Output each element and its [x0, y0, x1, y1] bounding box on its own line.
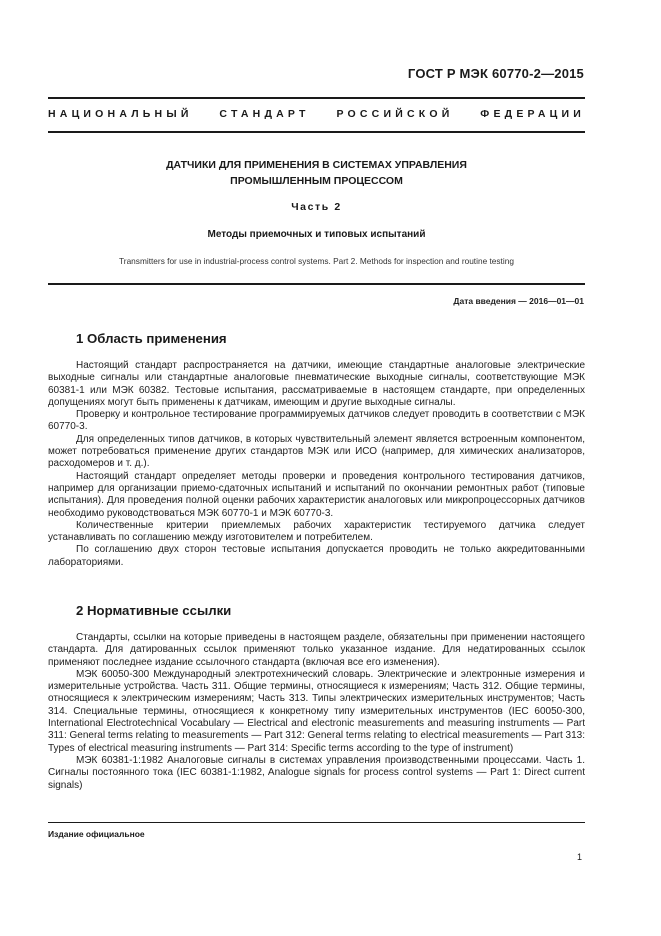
page-number: 1	[576, 852, 582, 862]
official-edition-note: Издание официальное	[48, 829, 145, 839]
national-standard-banner	[48, 108, 585, 120]
scope-paragraph: Для определенных типов датчиков, в которых чувствительный элемент является встроенным компонентом, может потребоваться применение других стандартов МЭК или ИСО (например, для химических анализаторов, расходомеров и т. д.).	[48, 433, 585, 470]
document-subtitle: Методы приемочных и типовых испытаний	[207, 229, 426, 240]
banner-word-1: НАЦИОНАЛЬНЫЙ	[48, 108, 193, 120]
header-rule-top	[48, 97, 585, 99]
banner-word-3: РОССИЙСКОЙ	[336, 108, 454, 120]
document-title	[48, 157, 585, 189]
scope-paragraph: Количественные критерии приемлемых рабочих характеристик тестируемого датчика следует устанавливать по соглашению между изготовителем и потребителем.	[48, 519, 585, 544]
standard-code: ГОСТ Р МЭК 60770-2—2015	[407, 66, 584, 81]
section-heading-scope: 1 Область применения	[76, 331, 227, 346]
reference-entry: МЭК 60050-300 Международный электротехнический словарь. Электрические и электронные измерения и измерительные устройства. Часть 311. Общие термины, относящиеся к измерениям; Часть 312. Общие термины, относящиеся к электрическим измерениям; Часть 313. Типы электрических измерительных инструментов; Часть 314. Специальные термины, относящиеся к конкретному типу измерительных инструментов (IEC 60050-300, International Electrotechnical Vocabulary — Electrical and electronic measurements and measuring instruments — Part 311: General terms relating to measurements — Part 312: General terms relating to electrical measurements — Part 313: Types of electrical measuring instruments — Part 314: Specific terms according to the type of instrument)	[48, 668, 585, 754]
scope-paragraph: Настоящий стандарт определяет методы проверки и проведения контрольного тестирования датчиков, например для организации приемо-сдаточных испытаний и испытаний по окончании ремонтных работ (типовые испытания). Для проведения полной оценки рабочих характеристик аналоговых или микропроцессорных датчиков необходимо руководствоваться МЭК 60770-1 и МЭК 60770-3.	[48, 470, 585, 519]
reference-entry: МЭК 60381-1:1982 Аналоговые сигналы в системах управления производственными процессами. Часть 1. Сигналы постоянного тока (IEC 60381-1:1982, Analogue signals for process control systems — Part 1: Direct current signals)	[48, 754, 585, 791]
english-title: Transmitters for use in industrial-process control systems. Part 2. Methods for inspection and routine testing	[119, 256, 514, 266]
part-label: Часть 2	[291, 201, 342, 213]
references-paragraph: Стандарты, ссылки на которые приведены в настоящем разделе, обязательны при применении настоящего стандарта. Для датированных ссылок применяют только указанное издание. Для недатированных ссылок применяют последнее издание ссылочного стандарта (включая все его изменения).	[48, 632, 585, 668]
title-rule	[48, 283, 585, 285]
title-line-1: ДАТЧИКИ ДЛЯ ПРИМЕНЕНИЯ В СИСТЕМАХ УПРАВЛЕНИЯ	[166, 159, 467, 171]
scope-paragraph: Проверку и контрольное тестирование программируемых датчиков следует проводить в соответствии с МЭК 60770-3.	[48, 409, 585, 433]
section-heading-references: 2 Нормативные ссылки	[76, 603, 232, 618]
scope-paragraph: По соглашению двух сторон тестовые испытания допускается проводить не только аккредитованными лабораториями.	[48, 544, 585, 568]
banner-word-2: СТАНДАРТ	[219, 108, 310, 120]
section-normative-references	[48, 603, 585, 792]
introduction-date: Дата введения — 2016—01—01	[453, 296, 584, 306]
scope-paragraph: Настоящий стандарт распространяется на датчики, имеющие стандартные аналоговые электрические выходные сигналы или стандартные аналоговые пневматические выходные сигналы, соответствующие МЭК 60381-1 или МЭК 60382. Тестовые испытания, рассматриваемые в настоящем стандарте, при определенных допущениях могут быть применены к датчикам, имеющим и другие выходные сигналы.	[48, 360, 585, 408]
header-rule-bottom	[48, 131, 585, 133]
footer-rule	[48, 822, 585, 823]
title-line-2: ПРОМЫШЛЕННЫМ ПРОЦЕССОМ	[230, 175, 403, 187]
section-scope	[48, 331, 585, 569]
banner-word-4: ФЕДЕРАЦИИ	[480, 108, 585, 120]
